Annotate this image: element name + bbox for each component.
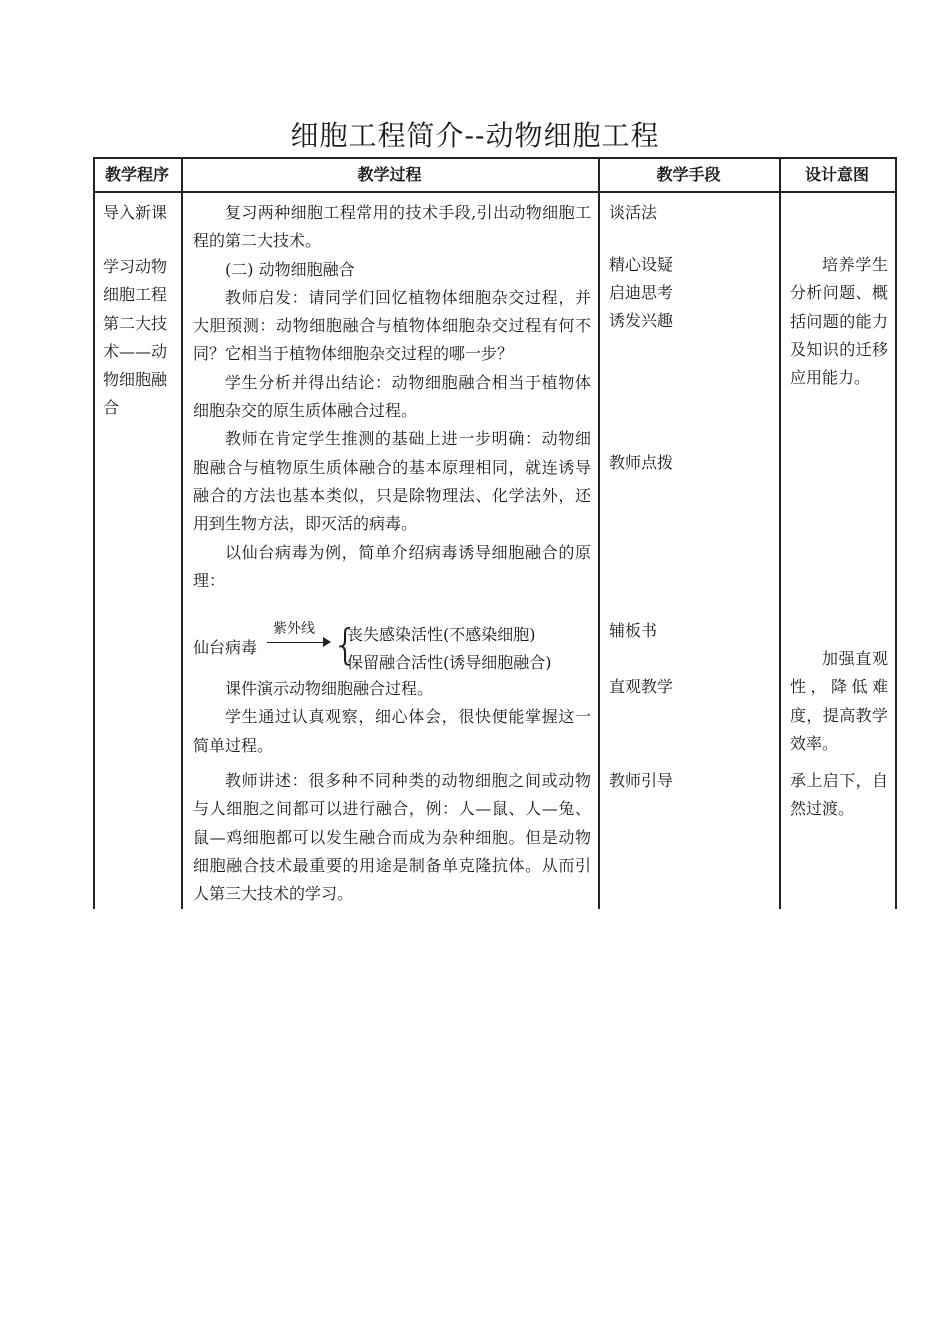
header-divider (93, 191, 897, 193)
means-item: 精心设疑 (609, 255, 674, 274)
diagram-source: 仙台病毒 (193, 638, 258, 657)
diagram-result-2: 保留融合活性(诱导细胞融合) (347, 653, 552, 672)
header-procedure: 教学程序 (104, 165, 169, 184)
col-border-right (895, 157, 897, 909)
intent-text: 培养学生分析问题、概括问题的能力及知识的迁移应用能力。 (790, 255, 888, 388)
header-process: 教学过程 (357, 165, 422, 184)
intent-text: 承上启下，自然过渡。 (790, 771, 888, 819)
means-item: 诱发兴趣 (609, 311, 674, 330)
process-paragraph: 复习两种细胞工程常用的技术手段,引出动物细胞工程的第二大技术。 (193, 203, 591, 251)
means-item: 辅板书 (609, 621, 658, 640)
diagram-arrow-label: 紫外线 (273, 621, 315, 637)
process-paragraph: 学生分析并得出结论：动物细胞融合相当于植物体细胞杂交的原生质体融合过程。 (193, 372, 591, 421)
document-title: 细胞工程简介--动物细胞工程 (290, 119, 660, 152)
diagram-arrow (267, 642, 327, 643)
col-border-2 (598, 157, 600, 909)
header-means: 教学手段 (656, 165, 721, 184)
sendai-virus-diagram (193, 622, 593, 672)
intent-text: 加强直观性，降低难度，提高教学效率。 (790, 649, 888, 753)
process-column-lower (193, 675, 591, 760)
process-paragraph: 教师在肯定学生推测的基础上进一步明确：动物细胞融合与植物原生质体融合的基本原理相同，就连诱导融合的方法也基本类似，只是除物理法、化学法外，还用到生物方法，即灭活的病毒。 (193, 429, 591, 534)
process-paragraph: 课件演示动物细胞融合过程。 (225, 679, 434, 698)
header-intent: 设计意图 (804, 165, 869, 184)
col-border-1 (181, 157, 183, 909)
means-item: 谈活法 (609, 203, 658, 222)
means-item: 启迪思考 (609, 283, 674, 302)
brace-icon: { (332, 620, 359, 669)
process-paragraph: 以仙台病毒为例，简单介绍病毒诱导细胞融合的原理： (193, 542, 591, 590)
process-column-final (193, 767, 591, 908)
means-item: 教师引导 (609, 771, 674, 790)
procedure-intro: 导入新课 (103, 203, 168, 222)
col-border-3 (779, 157, 781, 909)
arrow-head-icon (323, 637, 331, 647)
process-subheading: (二) 动物细胞融合 (225, 259, 355, 279)
lesson-plan-table (93, 157, 897, 909)
diagram-result-1: 丧失感染活性(不感染细胞) (347, 625, 536, 644)
means-item: 直观教学 (609, 677, 674, 696)
means-item: 教师点拨 (609, 453, 674, 472)
col-border-left (93, 157, 95, 909)
process-paragraph: 教师讲述：很多种不同种类的动物细胞之间或动物与人细胞之间都可以进行融合，例：人—鼠、人—兔、鼠—鸡细胞都可以发生融合而成为杂种细胞。但是动物细胞融合技术最重要的用途是制备单克隆抗体。从而引人第三大技术的学习。 (193, 771, 591, 904)
process-paragraph: 教师启发：请同学们回忆植物体细胞杂交过程，并大胆预测：动物细胞融合与植物体细胞杂交过程有何不同？它相当于植物体细胞杂交过程的哪一步？ (193, 287, 591, 364)
procedure-section: 学习动物细胞工程第二大技术——动物细胞融合 (103, 257, 168, 418)
process-column (193, 199, 591, 595)
process-paragraph: 学生通过认真观察，细心体会，很快便能掌握这一简单过程。 (193, 707, 591, 755)
